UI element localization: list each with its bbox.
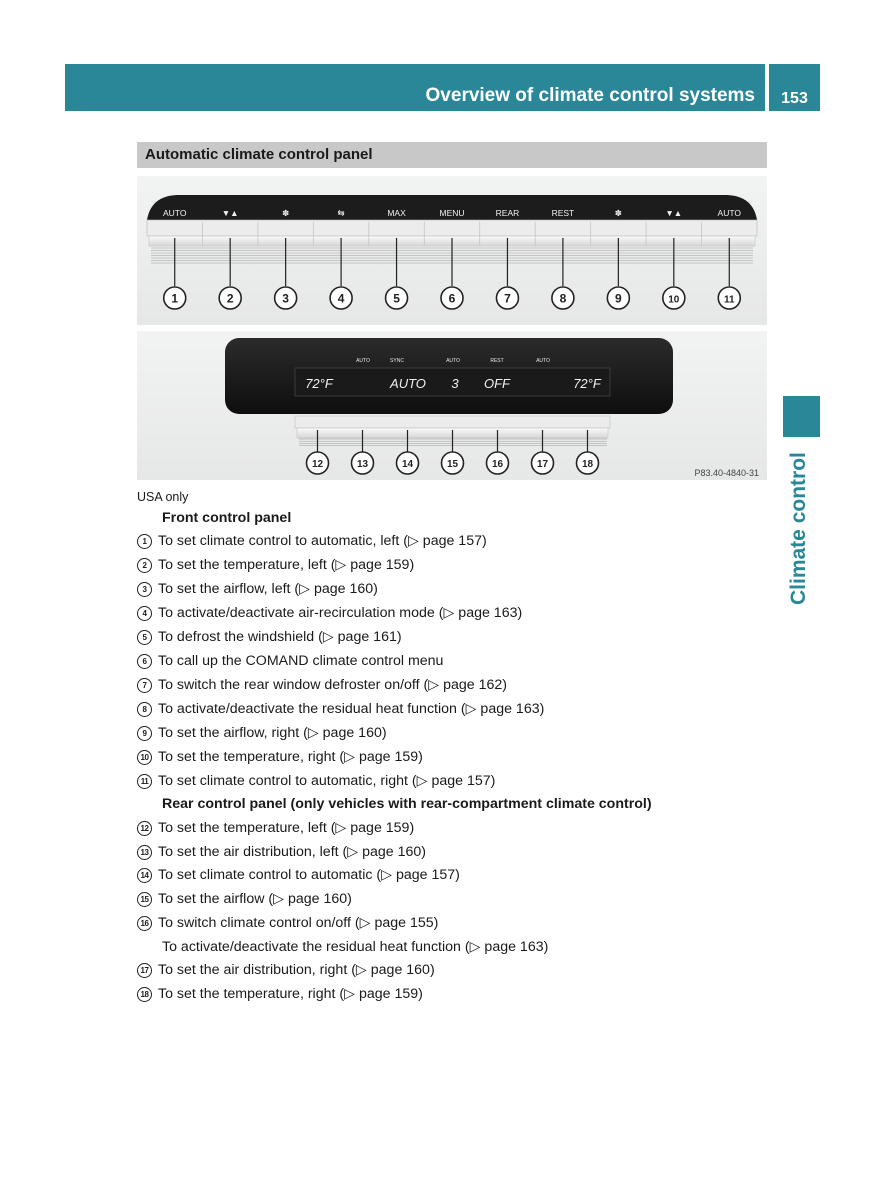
item-text: To set the air distribution, left (▷ page 160) [158,843,427,860]
rear-panel-heading: Rear control panel (only vehicles with rear-compartment climate control) [162,796,652,812]
front-button-label: ▼▲ [221,208,239,218]
callout-number: 8 [559,291,567,306]
page-number: 153 [769,64,820,111]
list-item [137,677,507,693]
front-button-label: ✽ [614,208,622,218]
item-text: To defrost the windshield (▷ page 161) [158,629,402,645]
item-text: To set the temperature, right (▷ page 159) [158,749,423,765]
display-status-label: SYNC [390,358,404,364]
callout-number: 1 [171,291,179,306]
item-text: To set the air distribution, right (▷ page 160) [158,962,435,979]
item-text: To activate/deactivate air-recirculation mode (▷ page 163) [158,605,523,621]
item-text: To activate/deactivate the residual heat function (▷ page 163) [162,938,549,955]
front-button-label: ✽ [282,208,290,218]
list-item [137,725,387,741]
front-button-label: MAX [387,208,406,218]
item-number-badge: 11 [137,774,152,789]
region-note: USA only [137,490,189,504]
display-value: OFF [484,376,510,391]
display-value: 72°F [573,376,601,391]
front-button-label: REAR [495,208,520,218]
side-tab [767,447,827,607]
item-number-badge: 6 [137,654,152,669]
callout-number: 17 [536,459,549,470]
front-button-label: AUTO [717,208,742,218]
item-number-badge: 9 [137,726,152,741]
item-text: To activate/deactivate the residual heat function (▷ page 163) [158,701,545,717]
list-item [137,701,544,717]
front-panel-heading: Front control panel [162,510,292,526]
callout-number: 13 [356,459,369,470]
list-item [137,629,402,645]
display-status-label: REST [490,358,504,364]
item-text: To set the airflow (▷ page 160) [158,891,352,908]
item-text: To set the airflow, left (▷ page 160) [158,581,378,597]
list-item [137,773,495,789]
section-heading [137,142,767,168]
side-tab-label: Climate control [787,452,810,605]
front-button-label: AUTO [162,208,187,218]
list-item [137,581,378,597]
item-text: To set climate control to automatic, left (▷ page 157) [158,533,487,549]
item-number-badge: 12 [137,821,152,836]
item-number-badge: 5 [137,630,152,645]
list-item [137,820,414,836]
item-number-badge: 3 [137,582,152,597]
climate-panel-illustration [137,176,767,480]
callout-number: 4 [337,291,345,306]
list-item [137,605,522,621]
item-text: To switch climate control on/off (▷ page 155) [158,914,439,931]
list-item [137,986,423,1002]
callout-number: 18 [581,459,594,470]
item-text: To set the temperature, right (▷ page 159) [158,985,423,1002]
item-text: To switch the rear window defroster on/off (▷ page 162) [158,677,507,693]
climate-panel-figure [137,176,767,480]
list-item [137,915,438,931]
item-number-badge: 13 [137,845,152,860]
callout-number: 2 [226,291,234,306]
callout-number: 12 [311,459,324,470]
item-number-badge: 2 [137,558,152,573]
item-number-badge: 16 [137,916,152,931]
item-text: To set climate control to automatic (▷ page 157) [158,867,460,884]
item-number-badge: 7 [137,678,152,693]
item-text: To call up the COMAND climate control menu [158,653,444,669]
callout-number: 15 [446,459,459,470]
callout-number: 10 [668,294,680,306]
callout-number: 9 [615,291,622,306]
list-item [137,891,352,907]
item-number-badge: 18 [137,987,152,1002]
image-reference: P83.40-4840-31 [694,468,759,478]
callout-number: 14 [401,459,414,470]
list-item [137,653,443,669]
item-number-badge: 10 [137,750,152,765]
display-value: AUTO [390,376,426,391]
item-text: To set the temperature, left (▷ page 159) [158,557,415,573]
list-item [137,749,423,765]
display-value: 72°F [305,376,333,391]
item-number-badge: 8 [137,702,152,717]
callout-number: 3 [282,291,289,306]
item-number-badge: 1 [137,534,152,549]
display-status-label: AUTO [446,358,460,364]
callout-number: 16 [491,459,504,470]
item-text: To set the airflow, right (▷ page 160) [158,725,387,741]
item-number-badge: 15 [137,892,152,907]
list-item [137,867,460,883]
display-value: 3 [451,376,459,391]
callout-number: 7 [504,291,511,306]
side-tab-marker [783,396,820,437]
list-item [137,533,487,549]
display-status-label: AUTO [356,358,370,364]
header-bar [65,64,765,111]
item-text: To set climate control to automatic, right (▷ page 157) [158,773,496,789]
list-item [137,962,435,978]
page-title: Overview of climate control systems [425,85,755,106]
callout-number: 11 [723,294,735,306]
front-button-label: REST [551,208,575,218]
callout-number: 6 [448,291,456,306]
callout-number: 5 [393,291,400,306]
front-button-label: ⇆ [337,208,345,218]
list-item [162,939,548,955]
section-title: Automatic climate control panel [145,146,373,163]
list-item [137,844,426,860]
front-button-label: MENU [439,208,465,218]
item-text: To set the temperature, left (▷ page 159) [158,820,415,836]
display-status-label: AUTO [536,358,550,364]
item-number-badge: 14 [137,868,152,883]
front-button-label: ▼▲ [665,208,683,218]
list-item [137,557,414,573]
item-number-badge: 4 [137,606,152,621]
item-number-badge: 17 [137,963,152,978]
